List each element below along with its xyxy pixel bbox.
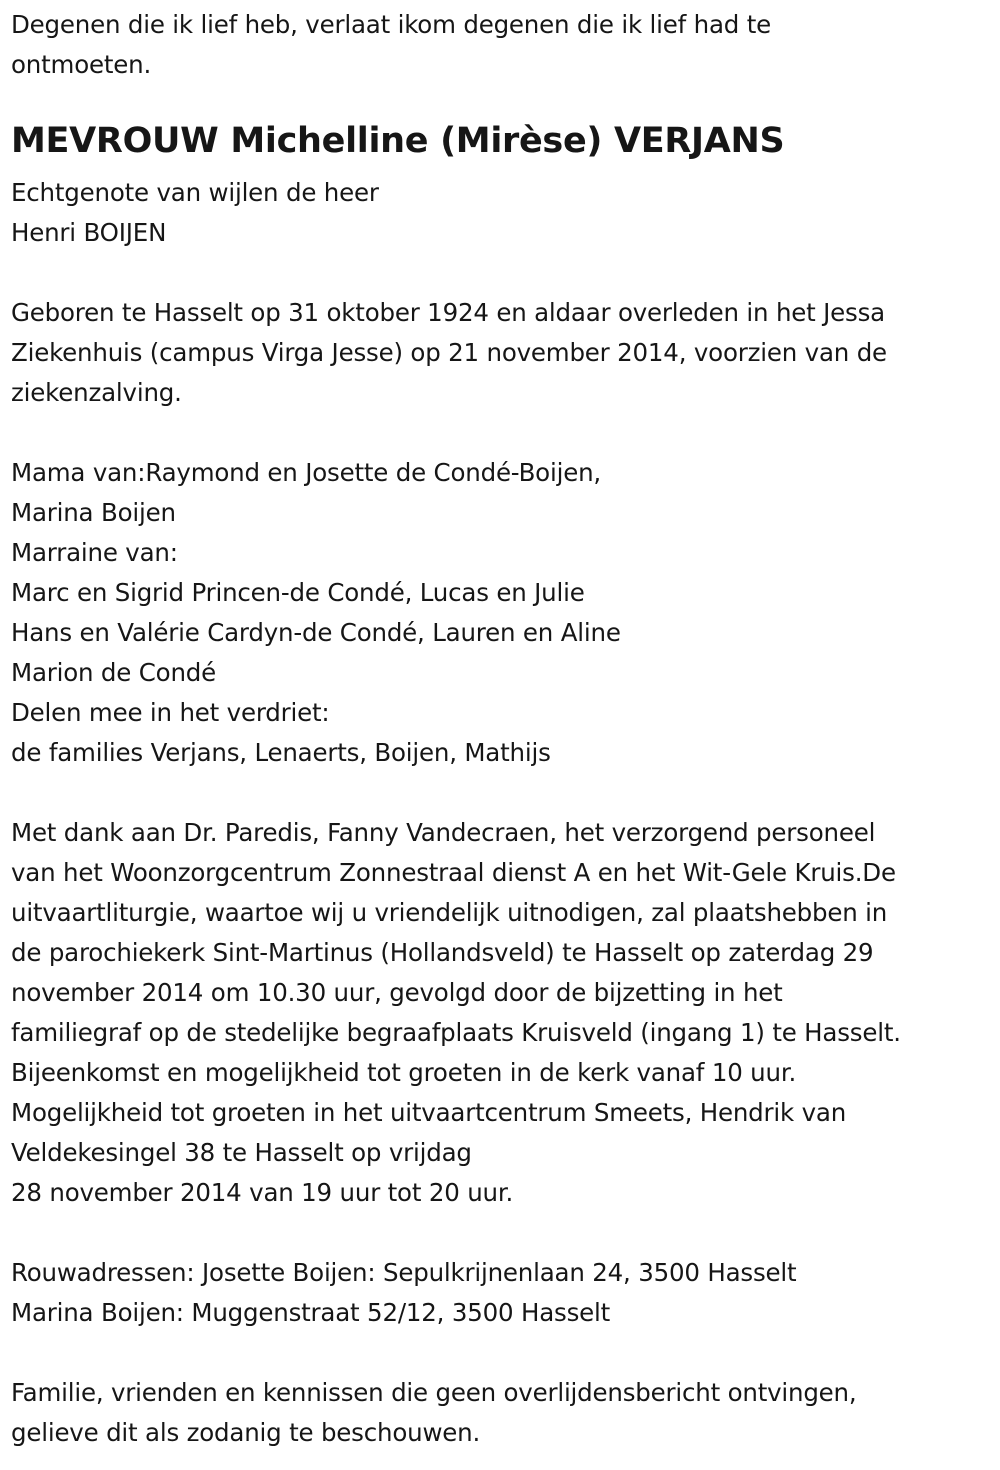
paragraph-spacer [11,253,996,293]
service-line: de parochiekerk Sint-Martinus (Hollandsveld) te Hasselt op zaterdag 29 [11,938,874,967]
closing-line: gelieve dit als zodanig te beschouwen. [11,1418,481,1447]
paragraph-spacer [11,1213,996,1253]
family-line: de families Verjans, Lenaerts, Boijen, Mathijs [11,738,551,767]
service-line: familiegraf op de stedelijke begraafplaats Kruisveld (ingang 1) te Hasselt. [11,1018,901,1047]
service-line: van het Woonzorgcentrum Zonnestraal dienst A en het Wit-Gele Kruis.De [11,858,896,887]
death-notice [11,5,996,1453]
family-line: Hans en Valérie Cardyn-de Condé, Lauren en Aline [11,618,621,647]
family-line: Marc en Sigrid Princen-de Condé, Lucas en Julie [11,578,585,607]
service-line: november 2014 om 10.30 uur, gevolgd door de bijzetting in het [11,978,783,1007]
family-line: Marraine van: [11,538,178,567]
service-line: uitvaartliturgie, waartoe wij u vriendelijk uitnodigen, zal plaatshebben in [11,898,888,927]
service-line: Bijeenkomst en mogelijkheid tot groeten in de kerk vanaf 10 uur. [11,1058,797,1087]
service-line: Met dank aan Dr. Paredis, Fanny Vandecraen, het verzorgend personeel [11,818,876,847]
address-line: Marina Boijen: Muggenstraat 52/12, 3500 Hasselt [11,1298,611,1327]
closing-paragraph [11,1373,996,1453]
intro-paragraph [11,5,996,85]
birth-death-line: Ziekenhuis (campus Virga Jesse) op 21 november 2014, voorzien van de [11,338,887,367]
intro-line: Degenen die ik lief heb, verlaat ikom degenen die ik lief had te [11,10,771,39]
service-line: 28 november 2014 van 19 uur tot 20 uur. [11,1178,514,1207]
birth-death-paragraph [11,293,996,413]
intro-line: ontmoeten. [11,50,152,79]
family-line: Mama van:Raymond en Josette de Condé-Boijen, [11,458,601,487]
service-line: Veldekesingel 38 te Hasselt op vrijdag [11,1138,472,1167]
addresses-paragraph [11,1253,996,1333]
deceased-name-title: MEVROUW Michelline (Mirèse) VERJANS [11,121,785,161]
address-line: Rouwadressen: Josette Boijen: Sepulkrijnenlaan 24, 3500 Hasselt [11,1258,797,1287]
thanks-service-paragraph [11,813,996,1213]
birth-death-line: Geboren te Hasselt op 31 oktober 1924 en aldaar overleden in het Jessa [11,298,885,327]
birth-death-line: ziekenzalving. [11,378,182,407]
family-line: Marina Boijen [11,498,176,527]
closing-line: Familie, vrienden en kennissen die geen overlijdensbericht ontvingen, [11,1378,857,1407]
paragraph-spacer [11,1333,996,1373]
spouse-line: Echtgenote van wijlen de heer [11,178,379,207]
family-line: Marion de Condé [11,658,216,687]
spouse-paragraph [11,173,996,253]
paragraph-spacer [11,413,996,453]
family-paragraph [11,453,996,773]
service-line: Mogelijkheid tot groeten in het uitvaartcentrum Smeets, Hendrik van [11,1098,847,1127]
paragraph-spacer [11,773,996,813]
family-line: Delen mee in het verdriet: [11,698,330,727]
spouse-line: Henri BOIJEN [11,218,167,247]
